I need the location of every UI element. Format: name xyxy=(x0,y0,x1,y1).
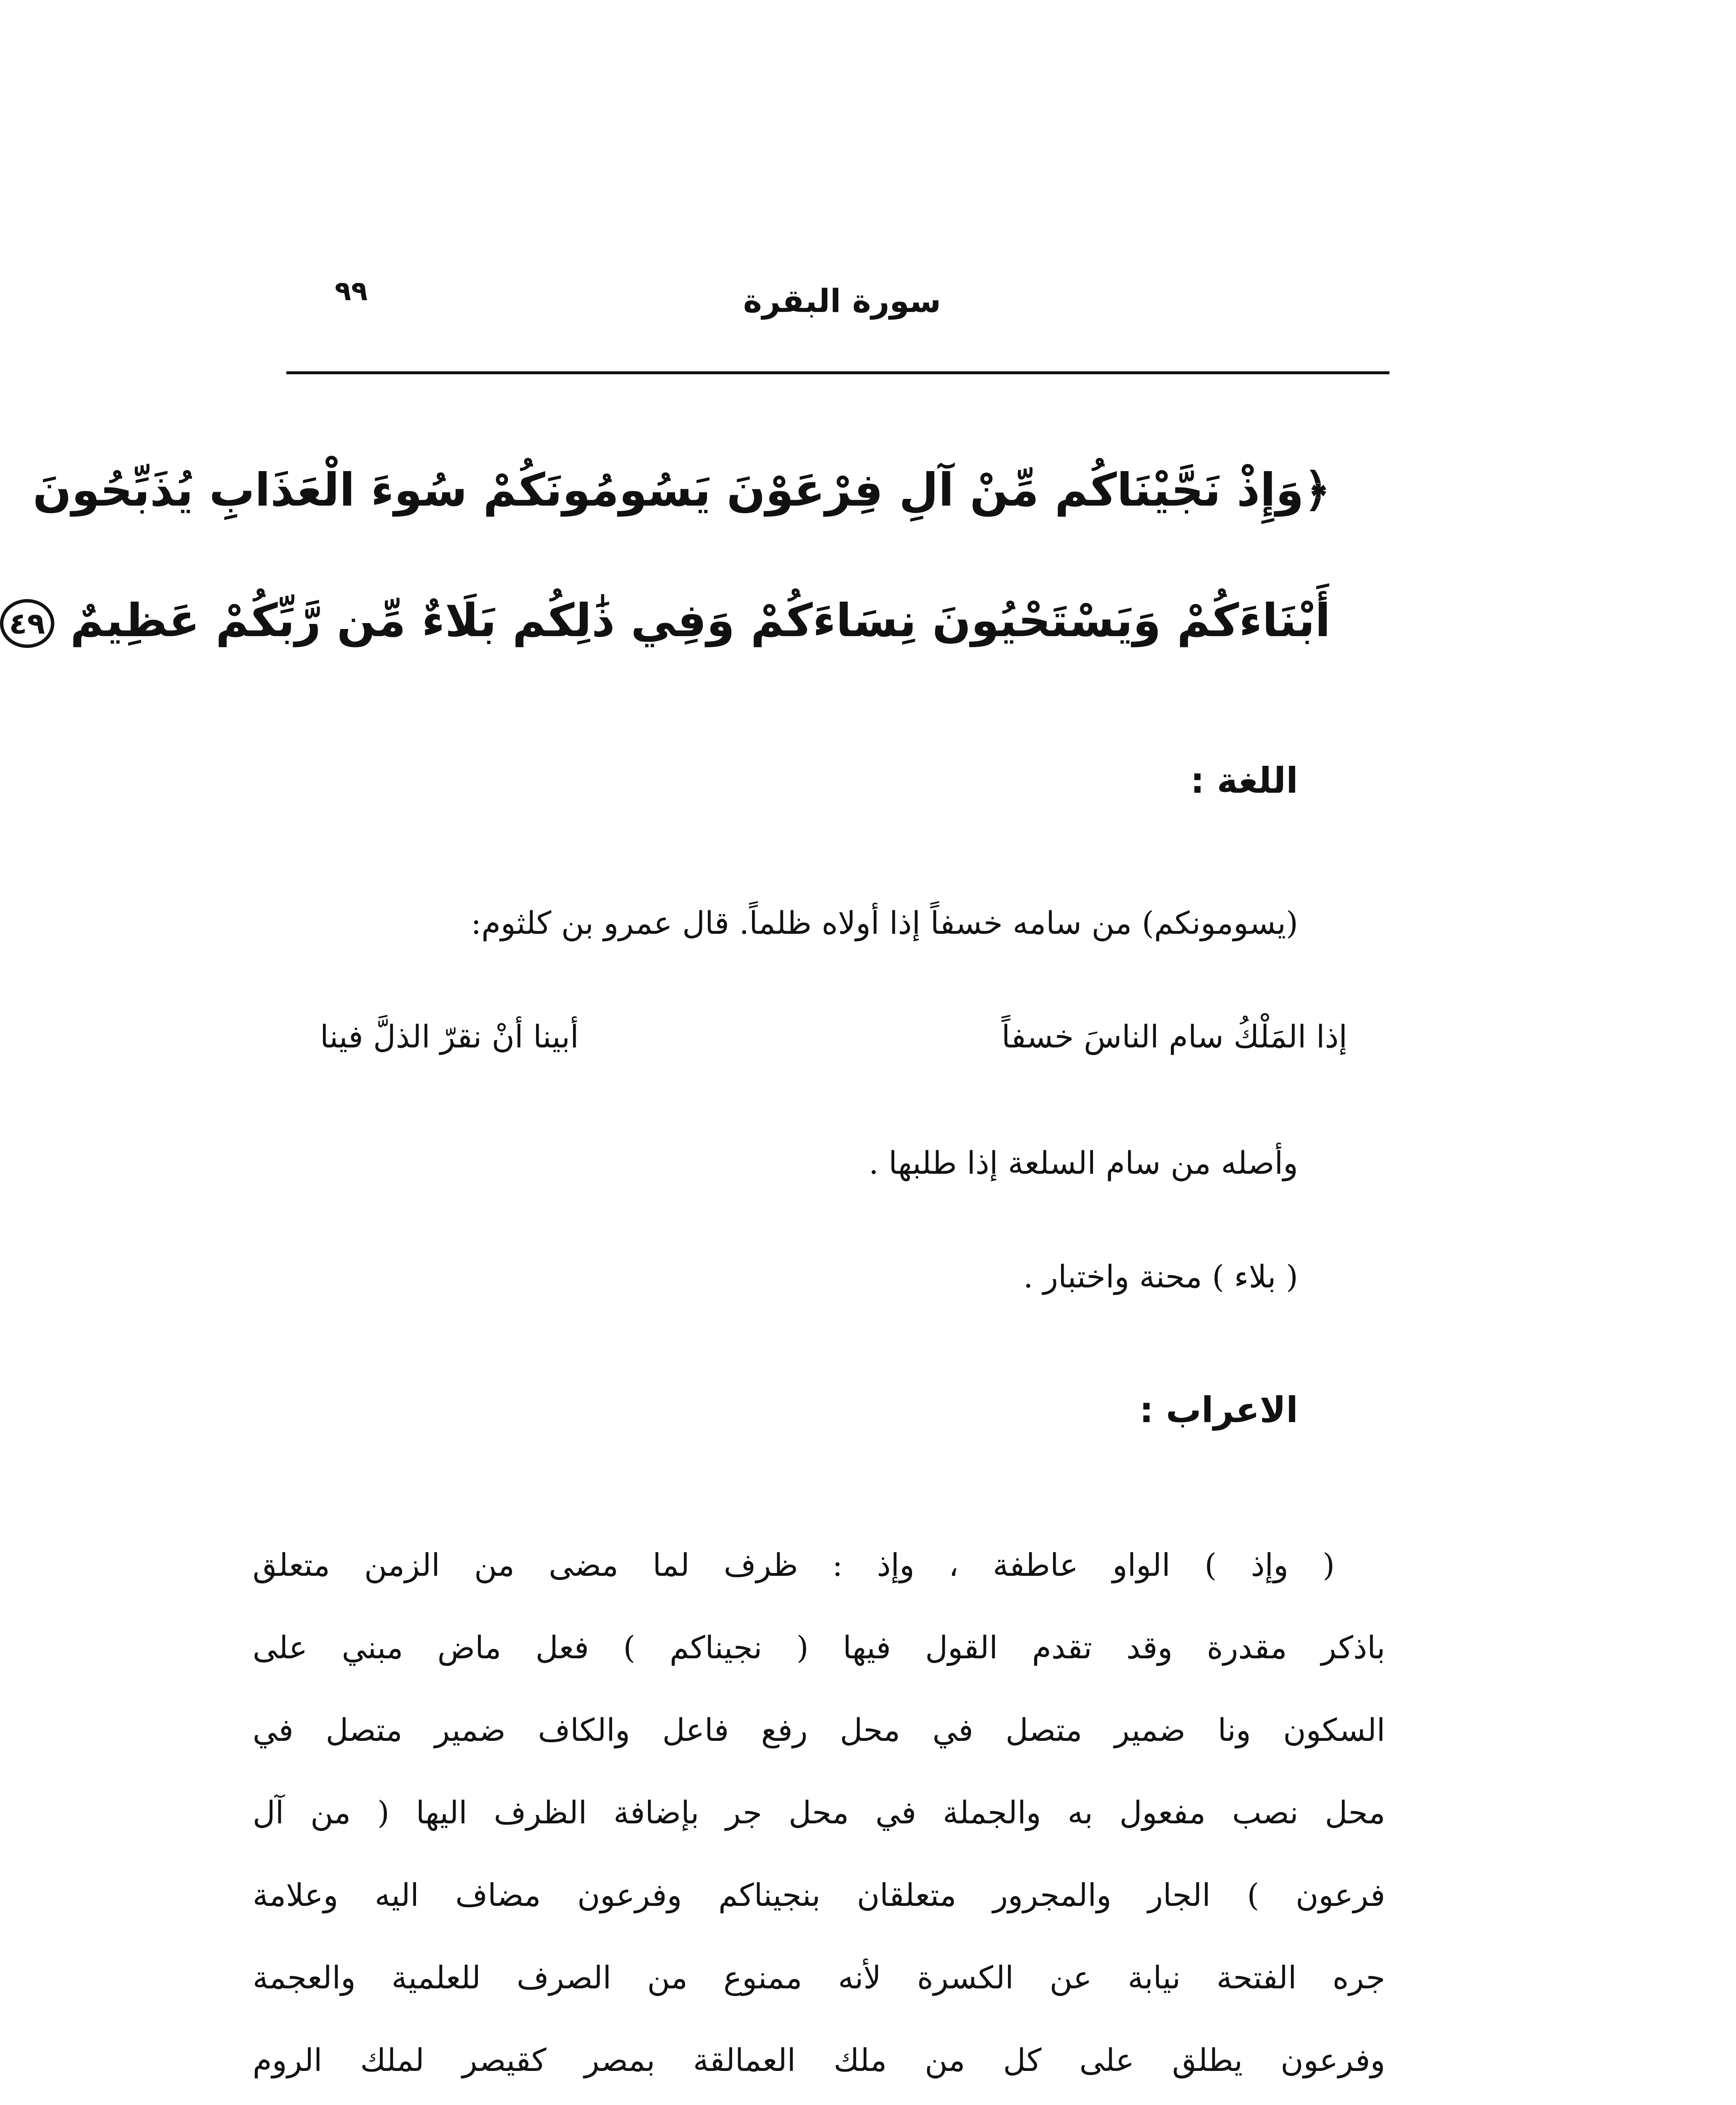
lugha-paragraph-2: وأصله من سام السلعة إذا طلبها . xyxy=(869,1145,1298,1181)
lugha-paragraph-1: (يسومونكم) من سامه خسفاً إذا أولاه ظلماً. قال عمرو بن كلثوم: xyxy=(471,905,1298,941)
irab-line: محل نصب مفعول به والجملة في محل جر بإضافة الظرف اليها ( من آل xyxy=(253,1795,1385,1831)
header-divider xyxy=(286,371,1389,374)
section-heading-lugha: اللغة : xyxy=(1190,760,1298,801)
ayah-number-mark: ٤٩ xyxy=(0,599,54,648)
irab-line xyxy=(253,2102,1385,2105)
irab-line: فرعون ) الجار والمجرور متعلقان بنجيناكم وفرعون مضاف اليه وعلامة xyxy=(253,1877,1385,1913)
page-number: ٩٩ xyxy=(335,276,368,307)
lugha-paragraph-3: ( بلاء ) محنة واختبار . xyxy=(1023,1259,1298,1295)
poem-hemistich-2: أبينا أنْ نقرّ الذلَّ فينا xyxy=(320,1019,579,1055)
irab-line: وفرعون يطلق على كل من ملك العمالقة بمصر كقيصر لملك الروم xyxy=(253,2042,1385,2078)
section-heading-irab: الاعراب : xyxy=(1139,1389,1298,1431)
surah-title: سورة البقرة xyxy=(743,282,941,320)
irab-line: السكون ونا ضمير متصل في محل رفع فاعل والكاف ضمير متصل في xyxy=(253,1712,1385,1748)
verse-line-1: ﴿وَإِذْ نَجَّيْنَاكُم مِّنْ آلِ فِرْعَوْنَ يَسُومُونَكُمْ سُوءَ الْعَذَابِ يُذَبِّحُونَ xyxy=(32,464,1331,517)
verse-line-2 xyxy=(9,556,1331,686)
poem-hemistich-1: إذا المَلْكُ سام الناسَ خسفاً xyxy=(1001,1019,1347,1055)
irab-line: ( وإذ ) الواو عاطفة ، وإذ : ظرف لما مضى من الزمن متعلق xyxy=(253,1547,1335,1583)
poem-verse xyxy=(320,1019,1347,1055)
irab-line: باذكر مقدرة وقد تقدم القول فيها ( نجيناكم ) فعل ماض مبني على xyxy=(253,1630,1385,1666)
verse-line-2-text: أَبْنَاءَكُمْ وَيَسْتَحْيُونَ نِسَاءَكُمْ وَفِي ذَٰلِكُم بَلَاءٌ مِّن رَّبِّكُمْ عَظِيمٌ xyxy=(70,594,1331,647)
irab-paragraph xyxy=(253,1524,1385,2105)
quran-verse xyxy=(9,425,1331,686)
irab-line: جره الفتحة نيابة عن الكسرة لأنه ممنوع من الصرف للعلمية والعجمة xyxy=(253,1960,1385,1996)
